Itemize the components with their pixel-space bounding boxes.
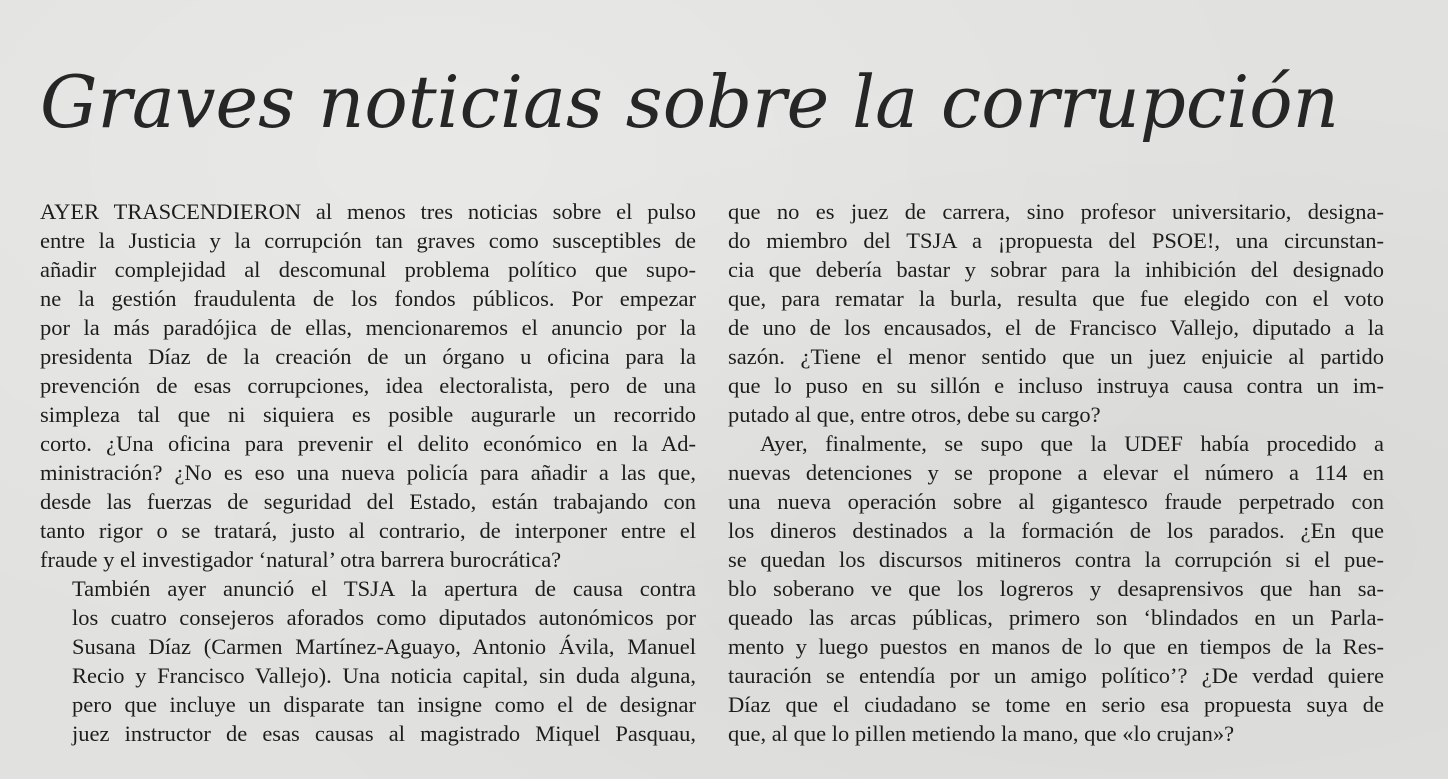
text-line: nuevas detenciones y se propone a elevar el número a 114 en [728, 460, 1384, 485]
article-column-left [40, 197, 696, 748]
text-line: tauración se entendía por un amigo político’? ¿De verdad quiere [728, 663, 1384, 688]
text-line: Díaz que el ciudadano se tome en serio esa propuesta suya de [728, 692, 1384, 717]
text-line: AYER TRASCENDIERON al menos tres noticias sobre el pulso [40, 199, 696, 224]
text-line: También ayer anunció el TSJA la apertura de causa contra [72, 576, 696, 601]
text-line: tanto rigor o se tratará, justo al contrario, de interponer entre el [40, 518, 696, 543]
article-paragraph-2-continued [728, 197, 1384, 429]
text-line: pero que incluye un disparate tan insigne como el de designar [72, 692, 696, 717]
text-line: corto. ¿Una oficina para prevenir el delito económico en la Ad- [40, 431, 696, 456]
article-paragraph-3 [728, 429, 1384, 748]
text-line: los dineros destinados a la formación de los parados. ¿En que [728, 518, 1384, 543]
text-line: Ayer, finalmente, se supo que la UDEF había procedido a [760, 431, 1384, 456]
text-line: que no es juez de carrera, sino profesor universitario, designa- [728, 199, 1384, 224]
text-line: una nueva operación sobre al gigantesco fraude perpetrado con [728, 489, 1384, 514]
text-line: putado al que, entre otros, debe su cargo? [728, 402, 1101, 427]
text-line: que, para rematar la burla, resulta que fue elegido con el voto [728, 286, 1384, 311]
text-line: queado las arcas públicas, primero son ‘blindados en un Parla- [728, 605, 1384, 630]
text-line: presidenta Díaz de la creación de un órgano u oficina para la [40, 344, 696, 369]
article-paragraph-2 [40, 574, 696, 748]
text-line: por la más paradójica de ellas, mencionaremos el anuncio por la [40, 315, 696, 340]
article-column-right [728, 197, 1384, 748]
text-line: entre la Justicia y la corrupción tan graves como susceptibles de [40, 228, 696, 253]
text-line: juez instructor de esas causas al magistrado Miquel Pasquau, [72, 721, 696, 746]
text-line: fraude y el investigador ‘natural’ otra barrera burocrática? [40, 547, 562, 572]
text-line: prevención de esas corrupciones, idea electoralista, pero de una [40, 373, 696, 398]
text-line: de uno de los encausados, el de Francisco Vallejo, diputado a la [728, 315, 1384, 340]
text-line: ministración? ¿No es eso una nueva policía para añadir a las que, [40, 460, 696, 485]
text-line: simpleza tal que ni siquiera es posible augurarle un recorrido [40, 402, 696, 427]
text-line: que lo puso en su sillón e incluso instruya causa contra un im- [728, 373, 1384, 398]
text-line: sazón. ¿Tiene el menor sentido que un juez enjuicie al partido [728, 344, 1384, 369]
text-line: blo soberano ve que los logreros y desaprensivos que han sa- [728, 576, 1384, 601]
text-line: do miembro del TSJA a ¡propuesta del PSOE!, una circunstan- [728, 228, 1384, 253]
article-paragraph-1 [40, 197, 696, 574]
text-line: Recio y Francisco Vallejo). Una noticia capital, sin duda alguna, [72, 663, 696, 688]
text-line: se quedan los discursos mitineros contra la corrupción si el pue- [728, 547, 1384, 572]
text-line: cia que debería bastar y sobrar para la inhibición del designado [728, 257, 1384, 282]
text-line: mento y luego puestos en manos de lo que en tiempos de la Res- [728, 634, 1384, 659]
text-line: los cuatro consejeros aforados como diputados autonómicos por [72, 605, 696, 630]
text-line: que, al que lo pillen metiendo la mano, que «lo crujan»? [728, 721, 1235, 746]
text-line: Susana Díaz (Carmen Martínez-Aguayo, Antonio Ávila, Manuel [72, 634, 696, 659]
text-line: ne la gestión fraudulenta de los fondos públicos. Por empezar [40, 286, 696, 311]
text-line: añadir complejidad al descomunal problema político que supo- [40, 257, 696, 282]
text-line: desde las fuerzas de seguridad del Estado, están trabajando con [40, 489, 696, 514]
article-headline: Graves noticias sobre la corrupción [40, 60, 1339, 144]
